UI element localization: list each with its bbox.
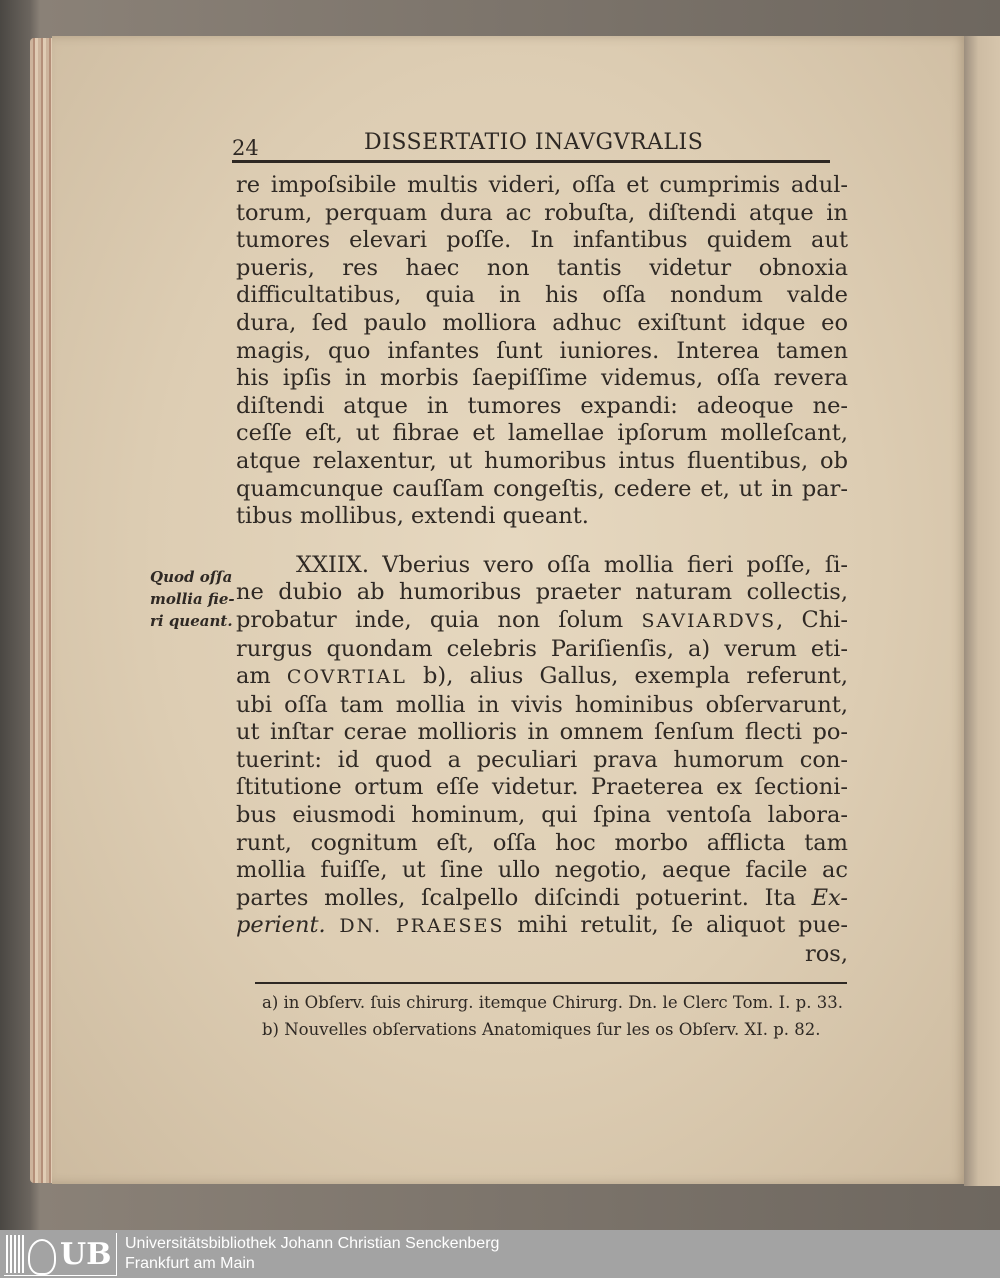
author-name-saviard: SAVIARDVS xyxy=(641,609,777,632)
paragraph-2 xyxy=(236,552,848,969)
header-rule xyxy=(232,160,830,163)
text-line: re impoſsibile multis videri, oſſa et cumprimis adul- xyxy=(236,172,848,198)
text-line: ſtitutione ortum eſſe videtur. Praeterea ex ſectioni- xyxy=(236,774,848,801)
text-line: runt, cognitum eſt, oſſa hoc morbo afflicta tam xyxy=(236,829,848,856)
text-line: torum, perquam dura ac robuſta, diſtendi atque in xyxy=(236,199,848,226)
facing-page-edge xyxy=(964,36,1000,1186)
paragraph-1 xyxy=(236,172,848,531)
praeses-name: DN. PRAESES xyxy=(325,915,505,938)
logo-text: UB xyxy=(60,1237,112,1272)
author-name-courtial: COVRTIAL xyxy=(286,666,407,689)
body-text xyxy=(236,172,848,969)
text-line: pueris, res haec non tantis videtur obnoxia xyxy=(236,254,848,281)
text-line: tumores elevari poſſe. In infantibus quidem aut xyxy=(236,227,848,254)
text-line: atque relaxentur, ut humoribus intus fluentibus, ob xyxy=(236,447,848,474)
text-line: difficultatibus, quia in his oſſa nondum valde xyxy=(236,282,848,309)
running-header xyxy=(232,130,832,160)
text-line: diſtendi atque in tumores expandi: adeoque ne- xyxy=(236,392,848,419)
catchword: ros, xyxy=(804,941,848,968)
footnotes xyxy=(262,989,862,1043)
text-line: tuerint: id quod a peculiari prava humorum con- xyxy=(236,746,848,773)
text-line: ubi oſſa tam mollia in vivis hominibus obſervarunt, xyxy=(236,691,848,718)
library-name: Universitätsbibliothek Johann Christian Senckenberg Frankfurt am Main xyxy=(125,1235,500,1272)
text-line: his ipſis in morbis ſaepiſſime videmus, oſſa revera xyxy=(236,365,848,392)
text-line: partes molles, ſcalpello diſcindi potuerint. Ita Ex- xyxy=(236,884,848,911)
portrait-icon xyxy=(28,1239,56,1275)
text-line: bus eiusmodi hominum, qui ſpina ventoſa labora- xyxy=(236,802,848,829)
text-line: tibus mollibus, extendi queant. xyxy=(236,503,589,530)
text-line: ne dubio ab humoribus praeter naturam collectis, xyxy=(236,579,848,606)
column-bars-icon xyxy=(6,1235,24,1273)
footnote-b: b) Nouvelles obſervations Anatomiques ſur les os Obſerv. XI. p. 82. xyxy=(262,1020,821,1039)
text-line: magis, quo infantes ſunt iuniores. Interea tamen xyxy=(236,337,848,364)
margin-note-line: Quod oſſa xyxy=(150,568,233,586)
text-line: XXIIX. Vberius vero oſſa mollia fieri poſſe, ſi- xyxy=(296,551,849,578)
text-line: quamcunque cauſſam congeſtis, cedere et, ut in par- xyxy=(236,475,848,502)
text-line: perient. DN. PRAESES mihi retulit, ſe aliquot pue- xyxy=(236,912,848,939)
text-line: probatur inde, quia non ſolum SAVIARDVS, Chi- xyxy=(236,606,849,633)
margin-note-line: mollia fie- xyxy=(150,590,235,608)
library-footer-bar xyxy=(0,1230,1000,1278)
text-line: mollia fuiſſe, ut ſine ullo negotio, aeque facile ac xyxy=(236,857,848,884)
margin-note xyxy=(150,566,242,632)
section-number: XXIIX. xyxy=(296,551,369,578)
footnote-rule xyxy=(255,982,847,984)
footnote-a: a) in Obſerv. ſuis chirurg. itemque Chirurg. Dn. le Clerc Tom. I. p. 33. xyxy=(262,993,843,1012)
margin-note-line: ri queant. xyxy=(150,612,233,630)
text-line: am COVRTIAL b), alius Gallus, exempla referunt, xyxy=(236,663,848,690)
text-line: ut inſtar cerae mollioris in omnem ſenſum flecti po- xyxy=(236,719,848,746)
page-number: 24 xyxy=(232,136,259,160)
text-line: ceſſe eſt, ut fibrae et lamellae ipſorum molleſcant, xyxy=(236,420,848,447)
running-title: DISSERTATIO INAVGVRALIS xyxy=(364,130,704,155)
text-line: dura, ſed paulo molliora adhuc exiſtunt idque eo xyxy=(236,309,848,336)
text-line: rurgus quondam celebris Pariſienſis, a) verum eti- xyxy=(236,635,848,662)
library-logo xyxy=(4,1233,117,1276)
